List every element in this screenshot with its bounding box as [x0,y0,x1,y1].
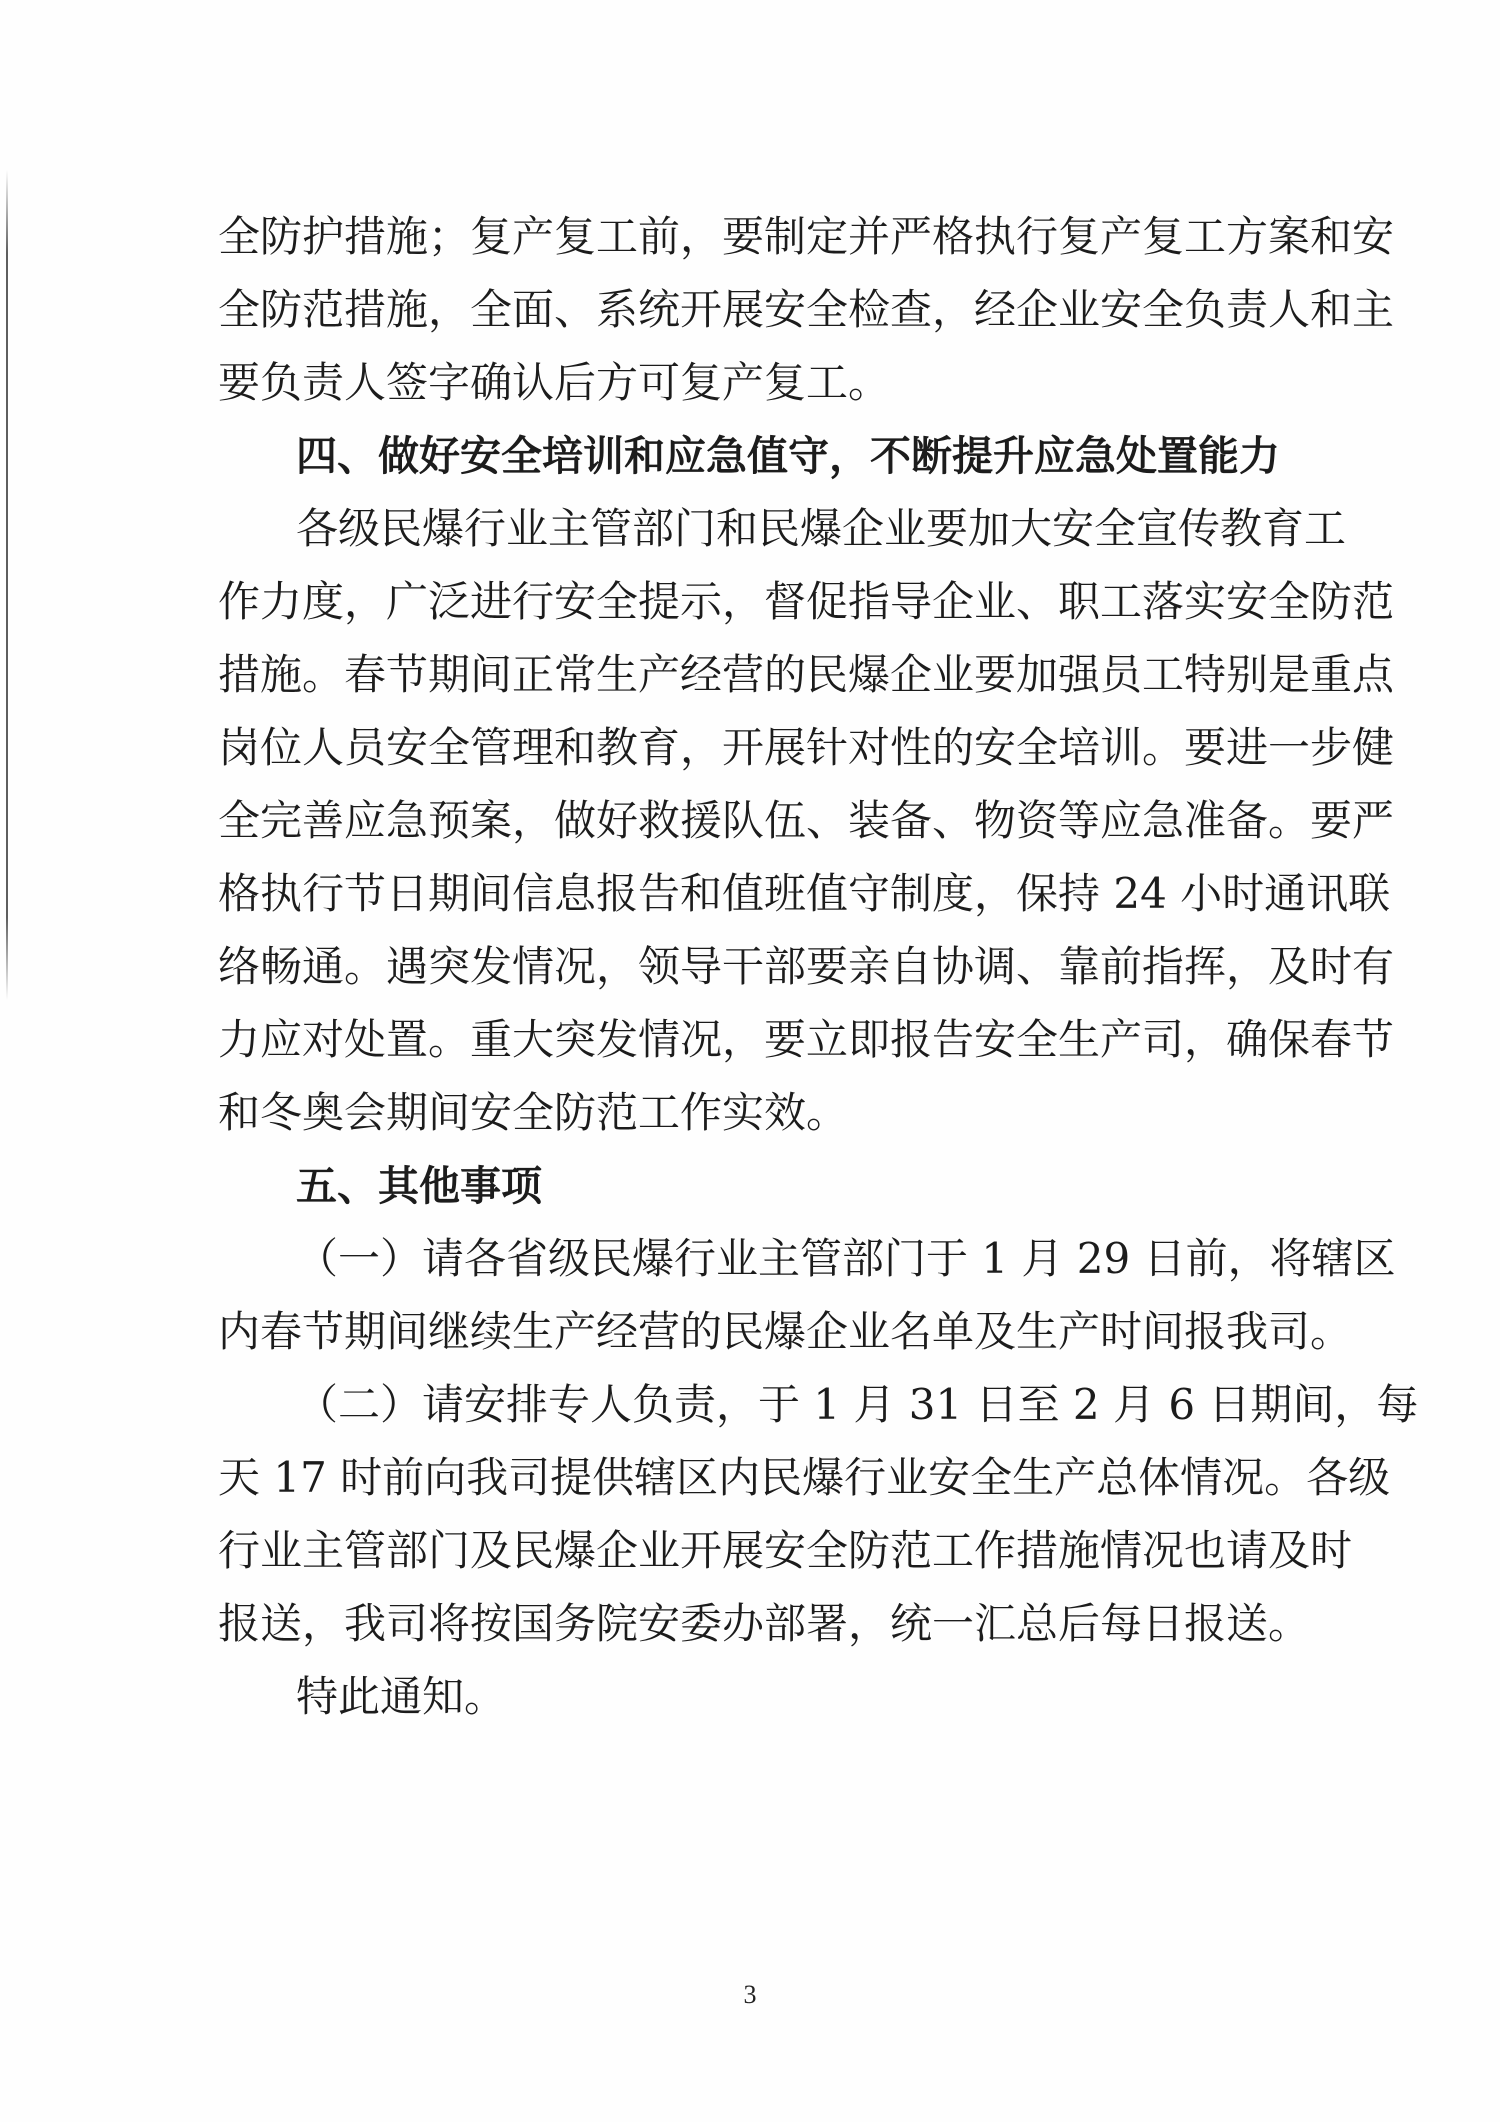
section-heading-4: 四、做好安全培训和应急值守，不断提升应急处置能力 [296,432,1280,480]
body-line-7: 措施。春节期间正常生产经营的民爆企业要加强员工特别是重点 [218,650,1395,699]
body-line-15: （一）请各省级民爆行业主管部门于 1 月 29 日前，将辖区 [296,1234,1396,1283]
body-line-10: 格执行节日期间信息报告和值班值守制度，保持 24 小时通讯联 [218,869,1391,918]
body-line-2: 全防范措施，全面、系统开展安全检查，经企业安全负责人和主 [218,285,1395,334]
body-line-16: 内春节期间继续生产经营的民爆企业名单及生产时间报我司。 [218,1307,1353,1356]
body-line-17: （二）请安排专人负责，于 1 月 31 日至 2 月 6 日期间，每 [296,1380,1419,1429]
body-line-9: 全完善应急预案，做好救援队伍、装备、物资等应急准备。要严 [218,796,1395,845]
body-line-3: 要负责人签字确认后方可复产复工。 [218,358,891,407]
page-number: 3 [743,1980,757,2009]
body-line-8: 岗位人员安全管理和教育，开展针对性的安全培训。要进一步健 [218,723,1395,772]
body-line-5: 各级民爆行业主管部门和民爆企业要加大安全宣传教育工 [296,504,1347,553]
body-line-13: 和冬奥会期间安全防范工作实效。 [218,1088,849,1137]
closing-line: 特此通知。 [296,1672,507,1721]
body-line-20: 报送，我司将按国务院安委办部署，统一汇总后每日报送。 [218,1599,1311,1648]
body-line-1: 全防护措施；复产复工前，要制定并严格执行复产复工方案和安 [218,212,1395,261]
body-line-18: 天 17 时前向我司提供辖区内民爆行业安全生产总体情况。各级 [218,1453,1391,1502]
body-line-6: 作力度，广泛进行安全提示，督促指导企业、职工落实安全防范 [218,577,1395,626]
body-line-11: 络畅通。遇突发情况，领导干部要亲自协调、靠前指挥，及时有 [218,942,1395,991]
body-line-12: 力应对处置。重大突发情况，要立即报告安全生产司，确保春节 [218,1015,1395,1064]
scan-edge-line [6,170,8,1000]
body-line-19: 行业主管部门及民爆企业开展安全防范工作措施情况也请及时 [218,1526,1353,1575]
section-heading-5: 五、其他事项 [296,1162,542,1210]
